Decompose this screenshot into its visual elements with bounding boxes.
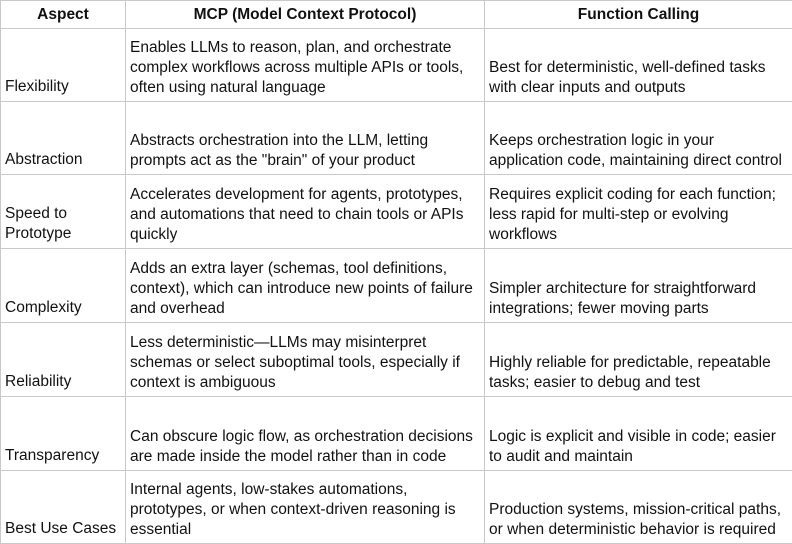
mcp-cell: Abstracts orchestration into the LLM, letting prompts act as the "brain" of your product [126,102,485,175]
aspect-cell: Flexibility [1,29,126,102]
function-calling-cell: Best for deterministic, well-defined tasks with clear inputs and outputs [485,29,792,102]
aspect-cell: Reliability [1,323,126,397]
function-calling-cell: Production systems, mission-critical paths, or when deterministic behavior is required [485,471,792,544]
header-row [1,1,792,29]
aspect-cell: Best Use Cases [1,471,126,544]
header-function-calling: Function Calling [485,1,792,29]
mcp-cell: Enables LLMs to reason, plan, and orchestrate complex workflows across multiple APIs or tools, often using natural language [126,29,485,102]
aspect-cell: Complexity [1,249,126,323]
mcp-cell: Internal agents, low-stakes automations, prototypes, or when context-driven reasoning is essential [126,471,485,544]
function-calling-cell: Requires explicit coding for each function; less rapid for multi-step or evolving workflows [485,175,792,249]
table-row [1,175,792,249]
mcp-cell: Accelerates development for agents, prototypes, and automations that need to chain tools or APIs quickly [126,175,485,249]
aspect-cell: Abstraction [1,102,126,175]
mcp-cell: Adds an extra layer (schemas, tool definitions, context), which can introduce new points of failure and overhead [126,249,485,323]
table-row [1,102,792,175]
function-calling-cell: Highly reliable for predictable, repeatable tasks; easier to debug and test [485,323,792,397]
function-calling-cell: Logic is explicit and visible in code; easier to audit and maintain [485,397,792,471]
aspect-cell: Speed to Prototype [1,175,126,249]
table-row [1,471,792,544]
header-mcp: MCP (Model Context Protocol) [126,1,485,29]
mcp-cell: Less deterministic—LLMs may misinterpret schemas or select suboptimal tools, especially if context is ambiguous [126,323,485,397]
aspect-cell: Transparency [1,397,126,471]
header-aspect: Aspect [1,1,126,29]
table-row [1,29,792,102]
table-row [1,397,792,471]
table-row [1,323,792,397]
function-calling-cell: Keeps orchestration logic in your application code, maintaining direct control [485,102,792,175]
table-row [1,249,792,323]
mcp-cell: Can obscure logic flow, as orchestration decisions are made inside the model rather than in code [126,397,485,471]
function-calling-cell: Simpler architecture for straightforward integrations; fewer moving parts [485,249,792,323]
